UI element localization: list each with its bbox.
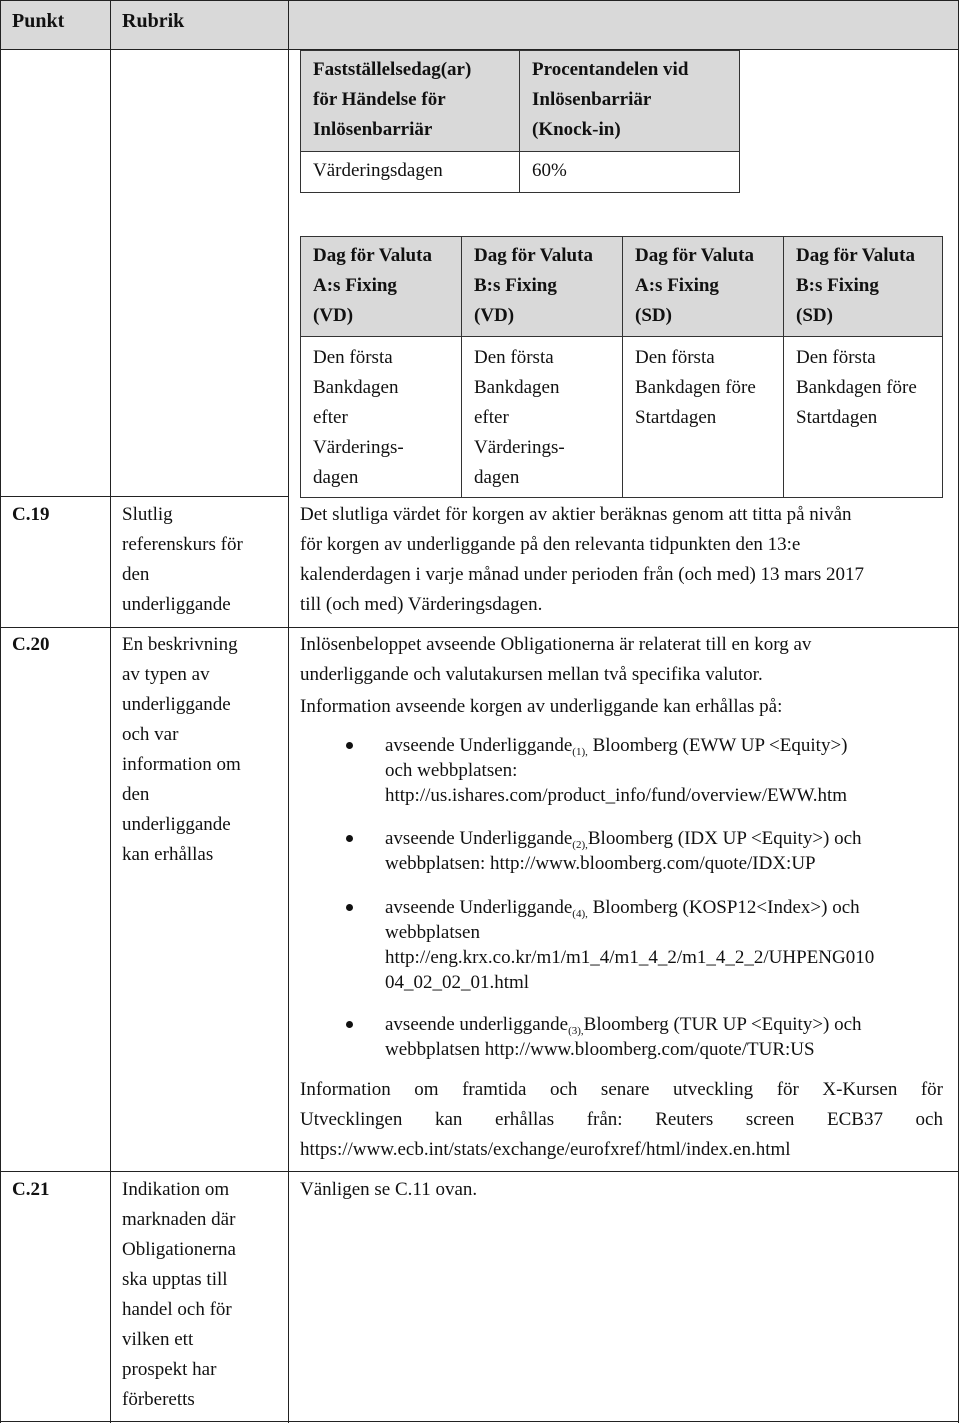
row-divider-c19 xyxy=(0,496,289,497)
c21-punkt: C.21 xyxy=(12,1179,50,1200)
fixing-header-b-sd xyxy=(784,237,943,337)
c19-body-line: till (och med) Värderingsdagen. xyxy=(300,594,543,615)
fixing-cell-line: Värderings- xyxy=(474,437,565,458)
fixing-header-line: B:s Fixing xyxy=(796,275,879,296)
fixing-cell-b-vd xyxy=(462,337,623,498)
header-punkt: Punkt xyxy=(12,10,65,32)
fixing-cell-line: Bankdagen före xyxy=(635,377,756,398)
knockin-header-date xyxy=(301,51,520,152)
fixing-cell-a-sd xyxy=(623,337,784,498)
c20-intro xyxy=(300,630,950,690)
knockin-table xyxy=(300,50,740,193)
knockin-header-date-line: Fastställelsedag(ar) xyxy=(313,59,472,80)
c19-punkt: C.19 xyxy=(12,504,50,525)
fixing-header-row xyxy=(301,237,943,337)
c20-rubrik-line: En beskrivning xyxy=(122,634,238,655)
c21-rubrik xyxy=(122,1175,236,1415)
c20-rubrik-line: av typen av xyxy=(122,664,210,685)
bullet-1-pre: avseende Underliggande xyxy=(385,735,573,756)
fixing-header-line: A:s Fixing xyxy=(635,275,719,296)
frame-bottom xyxy=(0,1421,959,1422)
fixing-cell-b-sd xyxy=(784,337,943,498)
knockin-header-pct xyxy=(520,51,740,152)
bullet-item-2 xyxy=(385,826,945,876)
c21-rubrik-line: vilken ett xyxy=(122,1329,194,1350)
c20-rubrik-line: underliggande xyxy=(122,694,231,715)
c19-body-line: för korgen av underliggande på den relevanta tidpunkten den 13:e xyxy=(300,534,801,555)
bullet-dot-icon xyxy=(346,835,353,842)
knockin-value-row xyxy=(301,152,740,193)
bullet-item-4 xyxy=(385,1012,945,1062)
fixing-cell-line: efter xyxy=(313,407,348,428)
bullet-1-post: Bloomberg (EWW UP <Equity>) xyxy=(587,735,848,756)
bullet-2-post: Bloomberg (IDX UP <Equity>) och xyxy=(587,828,862,849)
row-divider-c20 xyxy=(0,627,959,628)
fixing-cell-line: Den första xyxy=(474,347,554,368)
bullet-3-link: 04_02_02_01.html xyxy=(385,972,530,993)
c20-intro-line: Inlösenbeloppet avseende Obligationerna är relaterat till en korg av xyxy=(300,634,812,655)
knockin-header-row xyxy=(301,51,740,152)
c20-punkt: C.20 xyxy=(12,634,50,655)
fixing-cell-line: Den första xyxy=(313,347,393,368)
c19-rubrik-line: den xyxy=(122,564,150,585)
knockin-header-pct-line: Inlösenbarriär xyxy=(532,89,652,110)
c21-rubrik-line: Indikation om xyxy=(122,1179,230,1200)
fixing-cell-line: Den första xyxy=(635,347,715,368)
c21-rubrik-line: handel och för xyxy=(122,1299,232,1320)
c20-rubrik-line: information om xyxy=(122,754,241,775)
fixing-header-line: A:s Fixing xyxy=(313,275,397,296)
knockin-header-date-line: för Händelse för xyxy=(313,89,446,110)
knockin-pct-cell: 60% xyxy=(520,152,740,193)
fixing-header-b-vd xyxy=(462,237,623,337)
bullet-1-link: http://us.ishares.com/product_info/fund/overview/EWW.htm xyxy=(385,785,848,806)
row-divider-c21 xyxy=(0,1171,959,1172)
fixing-cell-line: Startdagen xyxy=(796,407,878,428)
bullet-3-sub: (4), xyxy=(572,908,588,920)
fixing-header-line: (VD) xyxy=(474,305,515,326)
c20-intro-line: underliggande och valutakursen mellan två specifika valutor. xyxy=(300,664,763,685)
bullet-2-sub: (2), xyxy=(572,839,588,851)
bullet-dot-icon xyxy=(346,742,353,749)
c20-rubrik-line: och var xyxy=(122,724,179,745)
bullet-2-pre: avseende Underliggande xyxy=(385,828,573,849)
bullet-item-3 xyxy=(385,895,945,995)
c20-rubrik-line: underliggande xyxy=(122,814,231,835)
fixing-header-line: Dag för Valuta xyxy=(796,245,915,266)
fixing-cell-line: efter xyxy=(474,407,509,428)
fixing-cell-line: dagen xyxy=(474,467,520,488)
fixing-header-a-vd xyxy=(301,237,462,337)
knockin-header-pct-line: (Knock-in) xyxy=(532,119,621,140)
c20-rubrik-line: den xyxy=(122,784,150,805)
c19-body xyxy=(300,500,950,620)
fixing-header-line: B:s Fixing xyxy=(474,275,557,296)
header-rubrik: Rubrik xyxy=(122,10,185,32)
fixing-cell-line: Startdagen xyxy=(635,407,717,428)
c20-x-info xyxy=(300,1075,943,1165)
fixing-header-line: (SD) xyxy=(635,305,672,326)
c20-x-info-line: Utvecklingen kan erhållas från: Reuters screen ECB37 och xyxy=(300,1109,943,1130)
c21-rubrik-line: ska upptas till xyxy=(122,1269,228,1290)
c20-rubrik xyxy=(122,630,241,870)
c20-rubrik-line: kan erhållas xyxy=(122,844,214,865)
fixing-header-line: Dag för Valuta xyxy=(474,245,593,266)
frame-col-divider-1 xyxy=(110,0,111,1423)
c19-rubrik xyxy=(122,500,243,620)
fixing-header-a-sd xyxy=(623,237,784,337)
c19-rubrik-line: Slutlig xyxy=(122,504,173,525)
bullet-4-post: Bloomberg (TUR UP <Equity>) och xyxy=(583,1014,862,1035)
fixing-value-row xyxy=(301,337,943,498)
bullet-item-1 xyxy=(385,733,945,808)
fixing-table xyxy=(300,236,943,498)
frame-right xyxy=(958,0,959,1423)
bullet-3-post: Bloomberg (KOSP12<Index>) och xyxy=(587,897,860,918)
bullet-dot-icon xyxy=(346,904,353,911)
bullet-2-link: webbplatsen: http://www.bloomberg.com/quote/IDX:UP xyxy=(385,853,816,874)
c21-rubrik-line: förberetts xyxy=(122,1389,195,1410)
frame-left xyxy=(0,0,1,1423)
c19-body-line: kalenderdagen i varje månad under perioden från (och med) 13 mars 2017 xyxy=(300,564,864,585)
c21-body: Vänligen se C.11 ovan. xyxy=(300,1179,478,1200)
fixing-header-line: (VD) xyxy=(313,305,354,326)
c20-x-info-line: Information om framtida och senare utveckling för X-Kursen för xyxy=(300,1079,943,1100)
table-header xyxy=(0,0,958,50)
fixing-cell-a-vd xyxy=(301,337,462,498)
fixing-cell-line: Bankdagen xyxy=(313,377,399,398)
knockin-header-pct-line: Procentandelen vid xyxy=(532,59,689,80)
knockin-header-date-line: Inlösenbarriär xyxy=(313,119,433,140)
c21-rubrik-line: marknaden där xyxy=(122,1209,236,1230)
bullet-dot-icon xyxy=(346,1021,353,1028)
bullet-4-link: webbplatsen http://www.bloomberg.com/quote/TUR:US xyxy=(385,1039,815,1060)
bullet-1-line: och webbplatsen: xyxy=(385,760,518,781)
fixing-header-line: Dag för Valuta xyxy=(635,245,754,266)
knockin-date-cell: Värderingsdagen xyxy=(301,152,520,193)
fixing-header-line: (SD) xyxy=(796,305,833,326)
c19-body-line: Det slutliga värdet för korgen av aktier beräknas genom att titta på nivån xyxy=(300,504,852,525)
fixing-cell-line: Den första xyxy=(796,347,876,368)
bullet-4-pre: avseende underliggande xyxy=(385,1014,569,1035)
c20-x-info-link: https://www.ecb.int/stats/exchange/eurofxref/html/index.en.html xyxy=(300,1139,791,1160)
bullet-3-line: webbplatsen xyxy=(385,922,480,943)
fixing-header-line: Dag för Valuta xyxy=(313,245,432,266)
bullet-4-sub: (3), xyxy=(568,1025,584,1037)
fixing-cell-line: Bankdagen före xyxy=(796,377,917,398)
c21-rubrik-line: Obligationerna xyxy=(122,1239,236,1260)
c19-rubrik-line: underliggande xyxy=(122,594,231,615)
fixing-cell-line: Bankdagen xyxy=(474,377,560,398)
fixing-cell-line: Värderings- xyxy=(313,437,404,458)
c19-rubrik-line: referenskurs för xyxy=(122,534,243,555)
bullet-3-link: http://eng.krx.co.kr/m1/m1_4/m1_4_2/m1_4_2_2/UHPENG010 xyxy=(385,947,875,968)
fixing-cell-line: dagen xyxy=(313,467,359,488)
c21-rubrik-line: prospekt har xyxy=(122,1359,217,1380)
bullet-3-pre: avseende Underliggande xyxy=(385,897,573,918)
frame-col-divider-2 xyxy=(288,0,289,1423)
c20-info-lead: Information avseende korgen av underliggande kan erhållas på: xyxy=(300,696,783,717)
bullet-1-sub: (1), xyxy=(572,746,588,758)
